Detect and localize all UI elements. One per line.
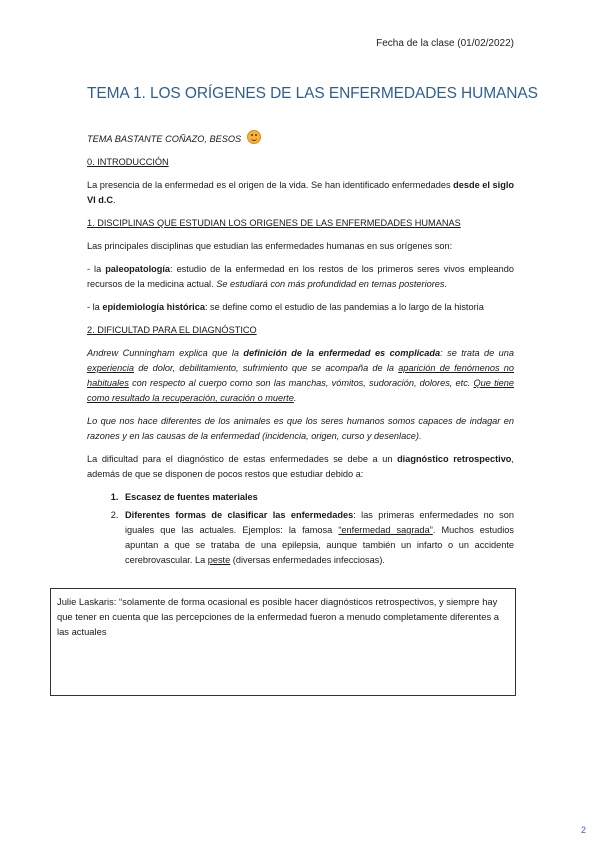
subtitle-line [87, 130, 514, 147]
subtitle-text: TEMA BASTANTE COÑAZO, BESOS [87, 134, 242, 144]
cunningham-paragraph [87, 346, 514, 406]
smiling-face-emoji-icon [247, 130, 261, 144]
text-run: La dificultad para el diagnóstico de estas enfermedades se debe a un [87, 454, 398, 464]
class-date: Fecha de la clase (01/02/2022) [376, 38, 514, 49]
text-run-underlined: recuperación, curación o muerte [162, 393, 294, 403]
document-body [87, 130, 514, 576]
text-run-bold: diagnóstico retrospectivo [397, 454, 512, 464]
text-run: : se define como el estudio de las pandemias a lo largo de la historia [204, 302, 484, 312]
text-run-bold: paleopatología [105, 264, 171, 274]
difficulty-paragraph [87, 452, 514, 482]
text-run-underlined: “enfermedad sagrada” [338, 525, 433, 535]
text-run-bold: epidemiología histórica [102, 302, 205, 312]
text-run: con respecto al cuerpo como son las manchas, vómitos, sudoración, dolores, etc. [128, 378, 474, 388]
section-heading-disciplinas: 1. DISCIPLINAS QUE ESTUDIAN LOS ORIGENES DE LAS ENFERMEDADES HUMANAS [87, 218, 461, 228]
text-run: , además de que se disponen de pocos restos que estudiar debido a: [87, 454, 514, 479]
list-item [121, 508, 514, 568]
text-run: - la [87, 264, 106, 274]
section-heading-introduccion: 0. INTRODUCCIÓN [87, 157, 169, 167]
text-run-underlined: experiencia [87, 363, 134, 373]
humans-paragraph: Lo que nos hace diferentes de los animales es que los seres humanos somos capaces de indagar en razones y en las causas de la enfermedad (incidencia, origen, curso y desenlace). [87, 416, 514, 441]
paleopatologia-paragraph [87, 262, 514, 292]
text-run-bold: definición de la enfermedad es complicada [243, 348, 441, 358]
reasons-list [87, 490, 514, 568]
text-run-bold: Diferentes formas de clasificar las enfermedades [125, 510, 354, 520]
text-run: - la [87, 302, 103, 312]
text-run: La presencia de la enfermedad es el origen de la vida. Se han identificado enfermedades [87, 180, 454, 190]
text-run-italic: Se estudiará con más profundidad en temas posteriores. [216, 279, 448, 289]
text-run: : estudio de la enfermedad en los restos de los primeros seres vivos empleando recursos de la medicina actual. [87, 264, 514, 289]
text-run: . [113, 195, 116, 205]
text-run-underlined: Que tiene como resultado la [87, 378, 514, 403]
text-run: . Muchos estudios apuntan a que se trataba de una epilepsia, aunque también un infarto o un accidente cerebrovascular. La [125, 525, 514, 565]
intro-paragraph [87, 178, 514, 208]
text-run-underlined: peste [207, 555, 231, 565]
page-number: 2 [580, 825, 586, 835]
disciplines-intro: Las principales disciplinas que estudian las enfermedades humanas en sus orígenes son: [87, 241, 453, 251]
text-run-underlined: aparición de fenómenos no habituales [87, 363, 515, 388]
text-run: . [293, 393, 297, 403]
list-item: 1. Escasez de fuentes materiales [121, 490, 514, 505]
text-run: Andrew Cunningham explica que la [87, 348, 244, 358]
quote-box: Julie Laskaris: “solamente de forma ocasional es posible hacer diagnósticos retrospectivos, y siempre hay que tener en cuenta que las percepciones de la enfermedad fueron a menudo completamente diferentes a las actuales [50, 588, 516, 696]
section-heading-diagnostico: 2. DIFICULTAD PARA EL DIAGNÓSTICO [87, 325, 257, 335]
text-run: de dolor, debilitamiento, sufrimiento que se acompaña de la [134, 363, 399, 373]
epidemiologia-paragraph [87, 300, 514, 315]
text-run: (diversas enfermedades infecciosas). [230, 555, 385, 565]
text-run-bold: desde el siglo VI d.C [87, 180, 514, 205]
text-run: : se trata de una [440, 348, 514, 358]
page-title: TEMA 1. LOS ORÍGENES DE LAS ENFERMEDADES HUMANAS [87, 85, 538, 102]
text-run: : las primeras enfermedades no son iguales que las actuales. Ejemplos: la famosa [125, 510, 514, 535]
